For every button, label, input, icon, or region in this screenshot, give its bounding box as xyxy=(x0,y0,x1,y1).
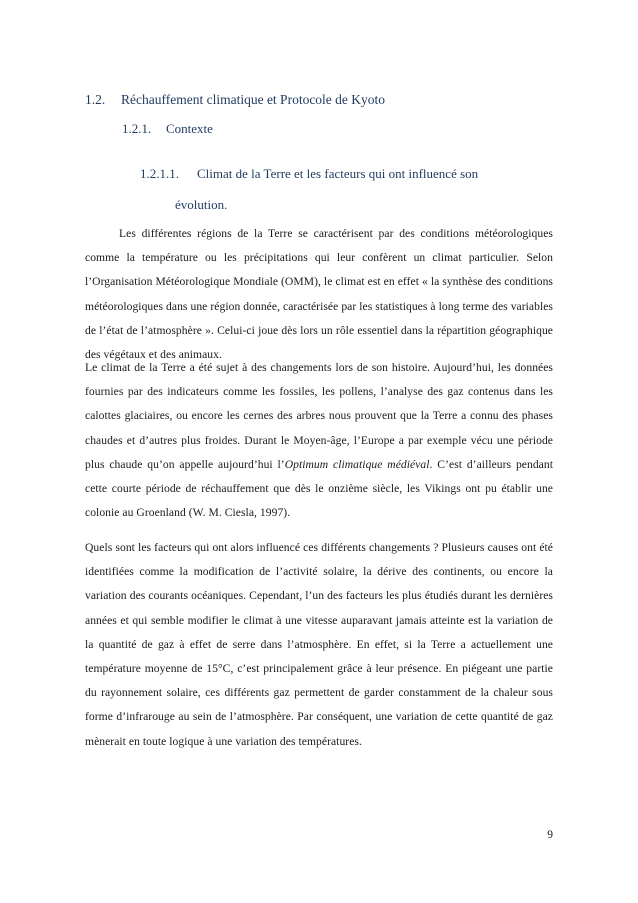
subsubsection-title-line1: Climat de la Terre et les facteurs qui ont influencé son xyxy=(197,166,479,181)
subsubsection-title-line2: évolution. xyxy=(175,197,228,212)
paragraph-climate-factors: Quels sont les facteurs qui ont alors influencé ces différents changements ? Plusieurs causes ont été identifiées comme la modification de l’activité solaire, la dérive des continents, ou encore la variation des courants océaniques. Cependant, l’un des facteurs les plus étudiés durant les dernières années et qui semble modifier le climat à une vitesse auparavant jamais atteinte est la variation de la quantité de gaz à effet de serre dans l’atmosphère. En effet, si la Terre a actuellement une température moyenne de 15°C, c’est principalement grâce à leur présence. En piégeant une partie du rayonnement solaire, ces différents gaz permettent de garder constamment de la chaleur sous forme d’infrarouge au sein de l’atmosphère. Par conséquent, une variation de cette quantité de gaz mènerait en toute logique à une variation des températures. xyxy=(85,541,553,748)
paragraph-text: . C’est d’ailleurs pendant cette courte période de réchauffement que dès le onzième siècle, les Vikings ont pu établir une colonie au Groenland (W. M. Ciesla, 1997). xyxy=(85,457,553,520)
section-heading xyxy=(85,92,385,108)
subsubsection-heading xyxy=(140,166,478,182)
section-number: 1.2. xyxy=(85,92,106,107)
subsection-number: 1.2.1. xyxy=(122,121,152,136)
section-title: Réchauffement climatique et Protocole de Kyoto xyxy=(121,92,386,107)
page-number: 9 xyxy=(547,829,553,841)
subsection-heading xyxy=(122,121,213,137)
subsection-title: Contexte xyxy=(166,121,213,136)
subsubsection-title-continued xyxy=(175,197,227,213)
subsubsection-number: 1.2.1.1. xyxy=(140,166,179,181)
paragraph-climate-history xyxy=(85,356,553,525)
paragraph-text: Le climat de la Terre a été sujet à des changements lors de son histoire. Aujourd’hui, les données fournies par des indicateurs comme les fossiles, les pollens, l’analyse des gaz contenus dans les calottes glaciaires, ou encore les cernes des arbres nous prouvent que la Terre a connu des phases chaudes et d’autres plus froides. Durant le Moyen-âge, l’Europe a par exemple vécu une période plus chaude qu’on appelle aujourd’hui l’ xyxy=(85,361,553,471)
emphasis-term: Optimum climatique médiéval xyxy=(284,457,430,471)
paragraph-climate-definition: Les différentes régions de la Terre se caractérisent par des conditions météorologiques comme la température ou les précipitations qui leur confèrent un climat particulier. Selon l’Organisation Météorologique Mondiale (OMM), le climat est en effet « la synthèse des conditions météorologiques dans une région donnée, caractérisée par les statistiques à long terme des variables de l’état de l’atmosphère ». Celui-ci joue dès lors un rôle essentiel dans la répartition géographique des végétaux et des animaux. xyxy=(85,227,553,362)
